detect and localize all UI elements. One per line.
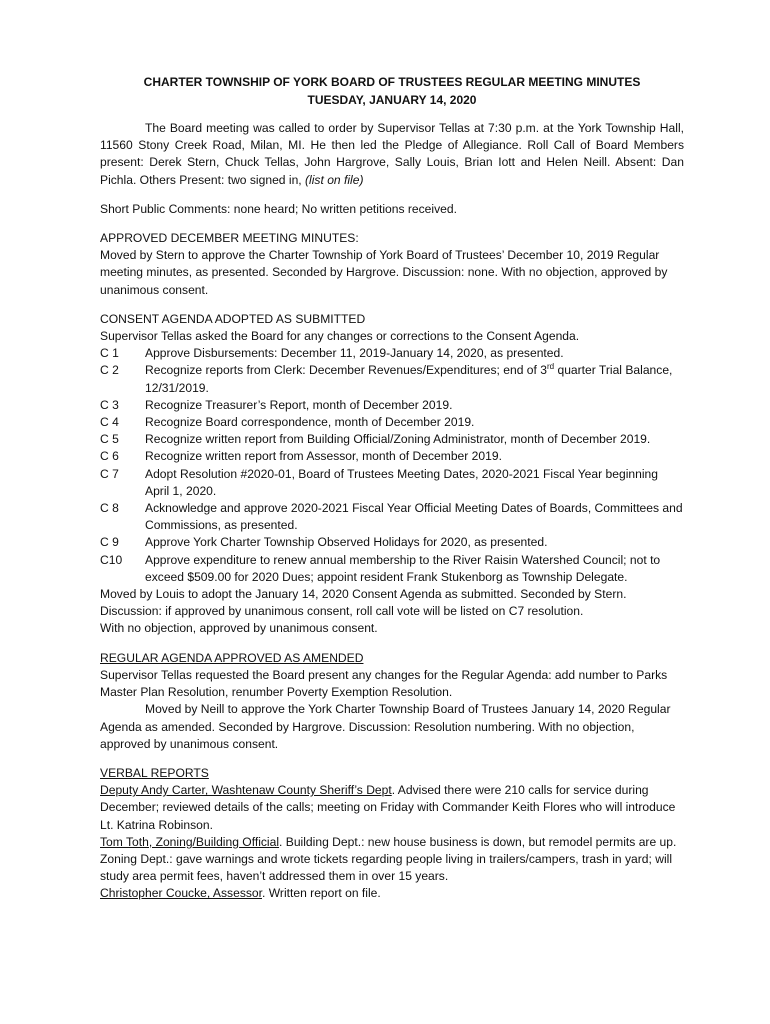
item-text: Adopt Resolution #2020-01, Board of Trustees Meeting Dates, 2020-2021 Fiscal Year beginning April 1, 2020. [145, 466, 658, 498]
consent-item [100, 345, 684, 362]
item-number: C 5 [100, 432, 119, 447]
item-number: C 7 [100, 466, 119, 481]
item-text: Approve York Charter Township Observed Holidays for 2020, as presented. [145, 535, 548, 550]
consent-item [100, 362, 684, 396]
consent-item [100, 397, 684, 414]
consent-item [100, 431, 684, 448]
consent-item [100, 534, 684, 551]
consent-item [100, 466, 684, 500]
item-text: Recognize Treasurer’s Report, month of December 2019. [145, 397, 453, 412]
report-assessor [100, 885, 684, 902]
consent-item [100, 448, 684, 465]
report-text: . Advised there were 210 calls for service during December; reviewed details of the calls; meeting on Friday with Commander Keith Flores who will introduce Lt. Katrina Robinson. [100, 783, 676, 832]
report-name: Deputy Andy Carter, Washtenaw County Sheriff’s Dept [100, 783, 392, 798]
item-text-pre: Recognize reports from Clerk: December Revenues/Expenditures; end of 3 [145, 363, 547, 378]
consent-discussion: Discussion: if approved by unanimous consent, roll call vote will be listed on C7 resolution. [100, 604, 584, 619]
item-text: Acknowledge and approve 2020-2021 Fiscal Year Official Meeting Dates of Boards, Committees and Commissions, as presented. [145, 501, 683, 533]
item-number: C 4 [100, 415, 119, 430]
item-text: Recognize Board correspondence, month of December 2019. [145, 415, 475, 430]
item-number: C10 [100, 552, 123, 567]
consent-item [100, 414, 684, 431]
consent-result: With no objection, approved by unanimous consent. [100, 621, 378, 636]
report-zoning [100, 834, 684, 886]
opening-paragraph [100, 120, 684, 189]
item-text: Recognize written report from Assessor, month of December 2019. [145, 449, 502, 464]
consent-items [100, 345, 684, 586]
item-text: Approve Disbursements: December 11, 2019-January 14, 2020, as presented. [145, 346, 564, 361]
item-text: Recognize written report from Building Official/Zoning Administrator, month of December 2019. [145, 432, 651, 447]
consent-item [100, 500, 684, 534]
report-name: Tom Toth, Zoning/Building Official [100, 834, 280, 849]
item-number: C 6 [100, 449, 119, 464]
regular-request: Supervisor Tellas requested the Board present any changes for the Regular Agenda: add number to Parks Master Plan Resolution, renumber Poverty Exemption Resolution. [100, 667, 668, 700]
regular-motion: Moved by Neill to approve the York Charter Township Board of Trustees January 14, 2020 Regular Agenda as amended. Seconded by Hargrove. Discussion: Resolution numbering. With no objection, approved by unanimous consent. [100, 702, 671, 751]
item-number: C 8 [100, 501, 119, 516]
item-number: C 9 [100, 535, 119, 550]
opening-italic: (list on file) [305, 172, 364, 187]
item-text-post: quarter Trial Balance, 12/31/2019. [145, 363, 673, 395]
item-number: C 3 [100, 397, 119, 412]
document-title: CHARTER TOWNSHIP OF YORK BOARD OF TRUSTEES REGULAR MEETING MINUTES [143, 75, 641, 89]
consent-motion: Moved by Louis to adopt the January 14, 2020 Consent Agenda as submitted. Seconded by Stern. [100, 587, 627, 602]
verbal-heading: VERBAL REPORTS [100, 765, 209, 780]
report-sheriff [100, 782, 684, 834]
report-text: . Written report on file. [262, 886, 381, 901]
minutes-heading: APPROVED DECEMBER MEETING MINUTES: [100, 231, 359, 246]
item-text [145, 362, 684, 396]
consent-item [100, 552, 684, 586]
report-text: . Building Dept.: new house business is down, but remodel permits are up. Zoning Dept.: gave warnings and wrote tickets regarding people living in trailers/campers, trash in yard; will study area permit fees, haven’t addressed them in over 15 years. [100, 834, 677, 884]
public-comments: Short Public Comments: none heard; No written petitions received. [100, 201, 457, 216]
minutes-document [100, 74, 684, 903]
report-name: Christopher Coucke, Assessor [100, 886, 262, 901]
item-text-sup: rd [546, 362, 555, 372]
item-number: C 1 [100, 346, 119, 361]
opening-text: The Board meeting was called to order by Supervisor Tellas at 7:30 p.m. at the York Township Hall, 11560 Stony Creek Road, Milan, MI. He then led the Pledge of Allegiance. Roll Call of Board Members present: Derek Stern, Chuck Tellas, John Hargrove, Sally Louis, Brian Iott and Helen Neill. Absent: Dan Pichla. Others Present: two signed in, [100, 121, 684, 187]
item-text: Approve expenditure to renew annual membership to the River Raisin Watershed Council; not to exceed $509.00 for 2020 Dues; appoint resident Frank Stukenborg as Township Delegate. [145, 552, 661, 584]
item-number: C 2 [100, 363, 119, 378]
document-date: TUESDAY, JANUARY 14, 2020 [307, 92, 477, 107]
consent-intro: Supervisor Tellas asked the Board for any changes or corrections to the Consent Agenda. [100, 329, 580, 344]
minutes-body: Moved by Stern to approve the Charter Township of York Board of Trustees’ December 10, 2019 Regular meeting minutes, as presented. Seconded by Hargrove. Discussion: none. With no objection, approved by unanimous consent. [100, 248, 668, 297]
consent-heading: CONSENT AGENDA ADOPTED AS SUBMITTED [100, 311, 366, 326]
regular-heading: REGULAR AGENDA APPROVED AS AMENDED [100, 650, 364, 665]
